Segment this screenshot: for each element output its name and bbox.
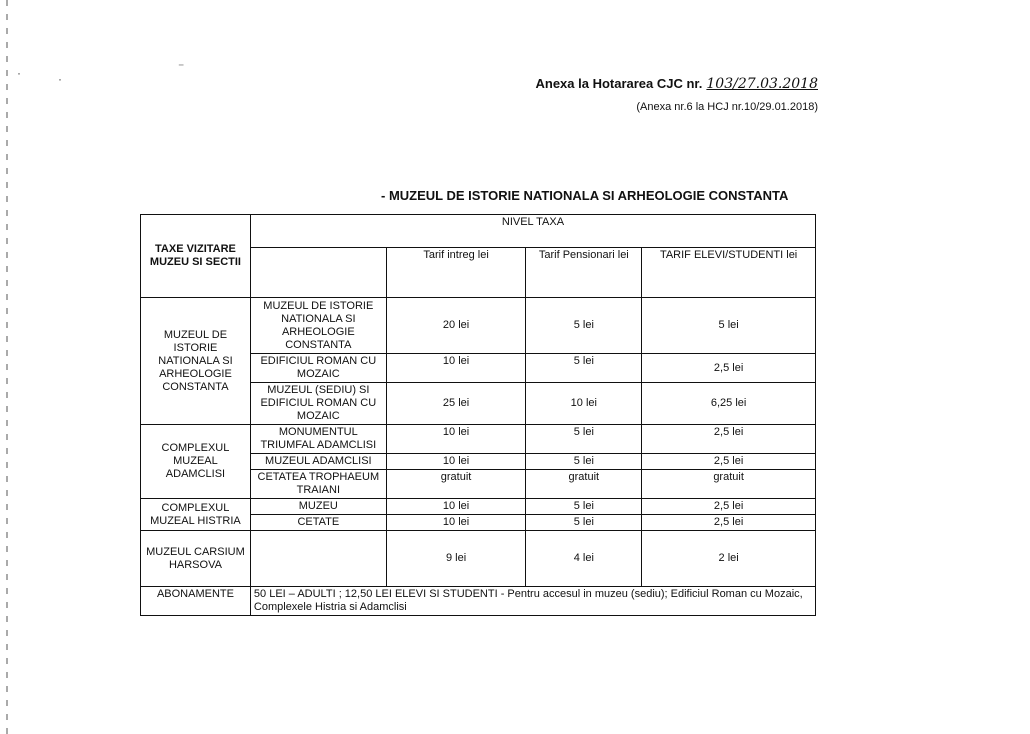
price-pensioners: 5 lei: [526, 354, 642, 383]
price-students: gratuit: [642, 470, 816, 499]
group-name: MUZEUL CARSIUM HARSOVA: [141, 531, 251, 587]
annex-reference: [535, 76, 818, 92]
price-students: 2,5 lei: [642, 454, 816, 470]
price-students: 2,5 lei: [642, 425, 816, 454]
annex-subreference: (Anexa nr.6 la HCJ nr.10/29.01.2018): [636, 101, 818, 113]
price-pensioners: gratuit: [526, 470, 642, 499]
col-header-students: TARIF ELEVI/STUDENTI lei: [642, 248, 816, 298]
price-pensioners: 5 lei: [526, 425, 642, 454]
abonamente-label: ABONAMENTE: [141, 587, 251, 616]
col-header-pensioners: Tarif Pensionari lei: [526, 248, 642, 298]
section-name: MUZEUL ADAMCLISI: [250, 454, 386, 470]
col-header-full: Tarif intreg lei: [386, 248, 526, 298]
section-name: CETATEA TROPHAEUM TRAIANI: [250, 470, 386, 499]
fees-table: [140, 214, 816, 616]
price-full: 25 lei: [386, 383, 526, 425]
scan-edge: [6, 0, 8, 734]
price-full: gratuit: [386, 470, 526, 499]
scan-speck: ·: [17, 66, 21, 80]
price-pensioners: 5 lei: [526, 298, 642, 354]
price-full: 9 lei: [386, 531, 526, 587]
section-name: CETATE: [250, 515, 386, 531]
price-students: 2,5 lei: [642, 499, 816, 515]
scan-speck: ·: [58, 72, 62, 86]
section-name: [250, 531, 386, 587]
annex-label: Anexa la Hotararea CJC nr.: [535, 76, 703, 91]
price-full: 20 lei: [386, 298, 526, 354]
price-pensioners: 5 lei: [526, 515, 642, 531]
price-students: 2 lei: [642, 531, 816, 587]
scan-speck: ⁻: [178, 60, 185, 74]
abonamente-text: 50 LEI – ADULTI ; 12,50 LEI ELEVI SI STUDENTI - Pentru accesul in muzeu (sediu); Edificiul Roman cu Mozaic, Complexele Histria si Adamclisi: [250, 587, 815, 616]
price-pensioners: 4 lei: [526, 531, 642, 587]
price-students: 2,5 lei: [642, 515, 816, 531]
price-pensioners: 10 lei: [526, 383, 642, 425]
price-students: 2,5 lei: [642, 354, 816, 383]
price-full: 10 lei: [386, 354, 526, 383]
price-students: 6,25 lei: [642, 383, 816, 425]
group-name: COMPLEXUL MUZEAL ADAMCLISI: [141, 425, 251, 499]
section-column-header: [250, 248, 386, 298]
document-title: - MUZEUL DE ISTORIE NATIONALA SI ARHEOLOGIE CONSTANTA: [381, 188, 789, 203]
section-name: MUZEU: [250, 499, 386, 515]
handwritten-number: 103/27.03.2018: [706, 76, 818, 92]
section-name: MUZEUL DE ISTORIE NATIONALA SI ARHEOLOGIE CONSTANTA: [250, 298, 386, 354]
section-name: EDIFICIUL ROMAN CU MOZAIC: [250, 354, 386, 383]
group-name: COMPLEXUL MUZEAL HISTRIA: [141, 499, 251, 531]
price-full: 10 lei: [386, 515, 526, 531]
price-pensioners: 5 lei: [526, 499, 642, 515]
price-students: 5 lei: [642, 298, 816, 354]
corner-label: TAXE VIZITARE MUZEU SI SECTII: [141, 215, 251, 298]
section-name: MONUMENTUL TRIUMFAL ADAMCLISI: [250, 425, 386, 454]
price-full: 10 lei: [386, 454, 526, 470]
nivel-taxa-header: NIVEL TAXA: [250, 215, 815, 248]
price-full: 10 lei: [386, 425, 526, 454]
section-name: MUZEUL (SEDIU) SI EDIFICIUL ROMAN CU MOZAIC: [250, 383, 386, 425]
group-name: MUZEUL DE ISTORIE NATIONALA SI ARHEOLOGIE CONSTANTA: [141, 298, 251, 425]
price-pensioners: 5 lei: [526, 454, 642, 470]
price-full: 10 lei: [386, 499, 526, 515]
